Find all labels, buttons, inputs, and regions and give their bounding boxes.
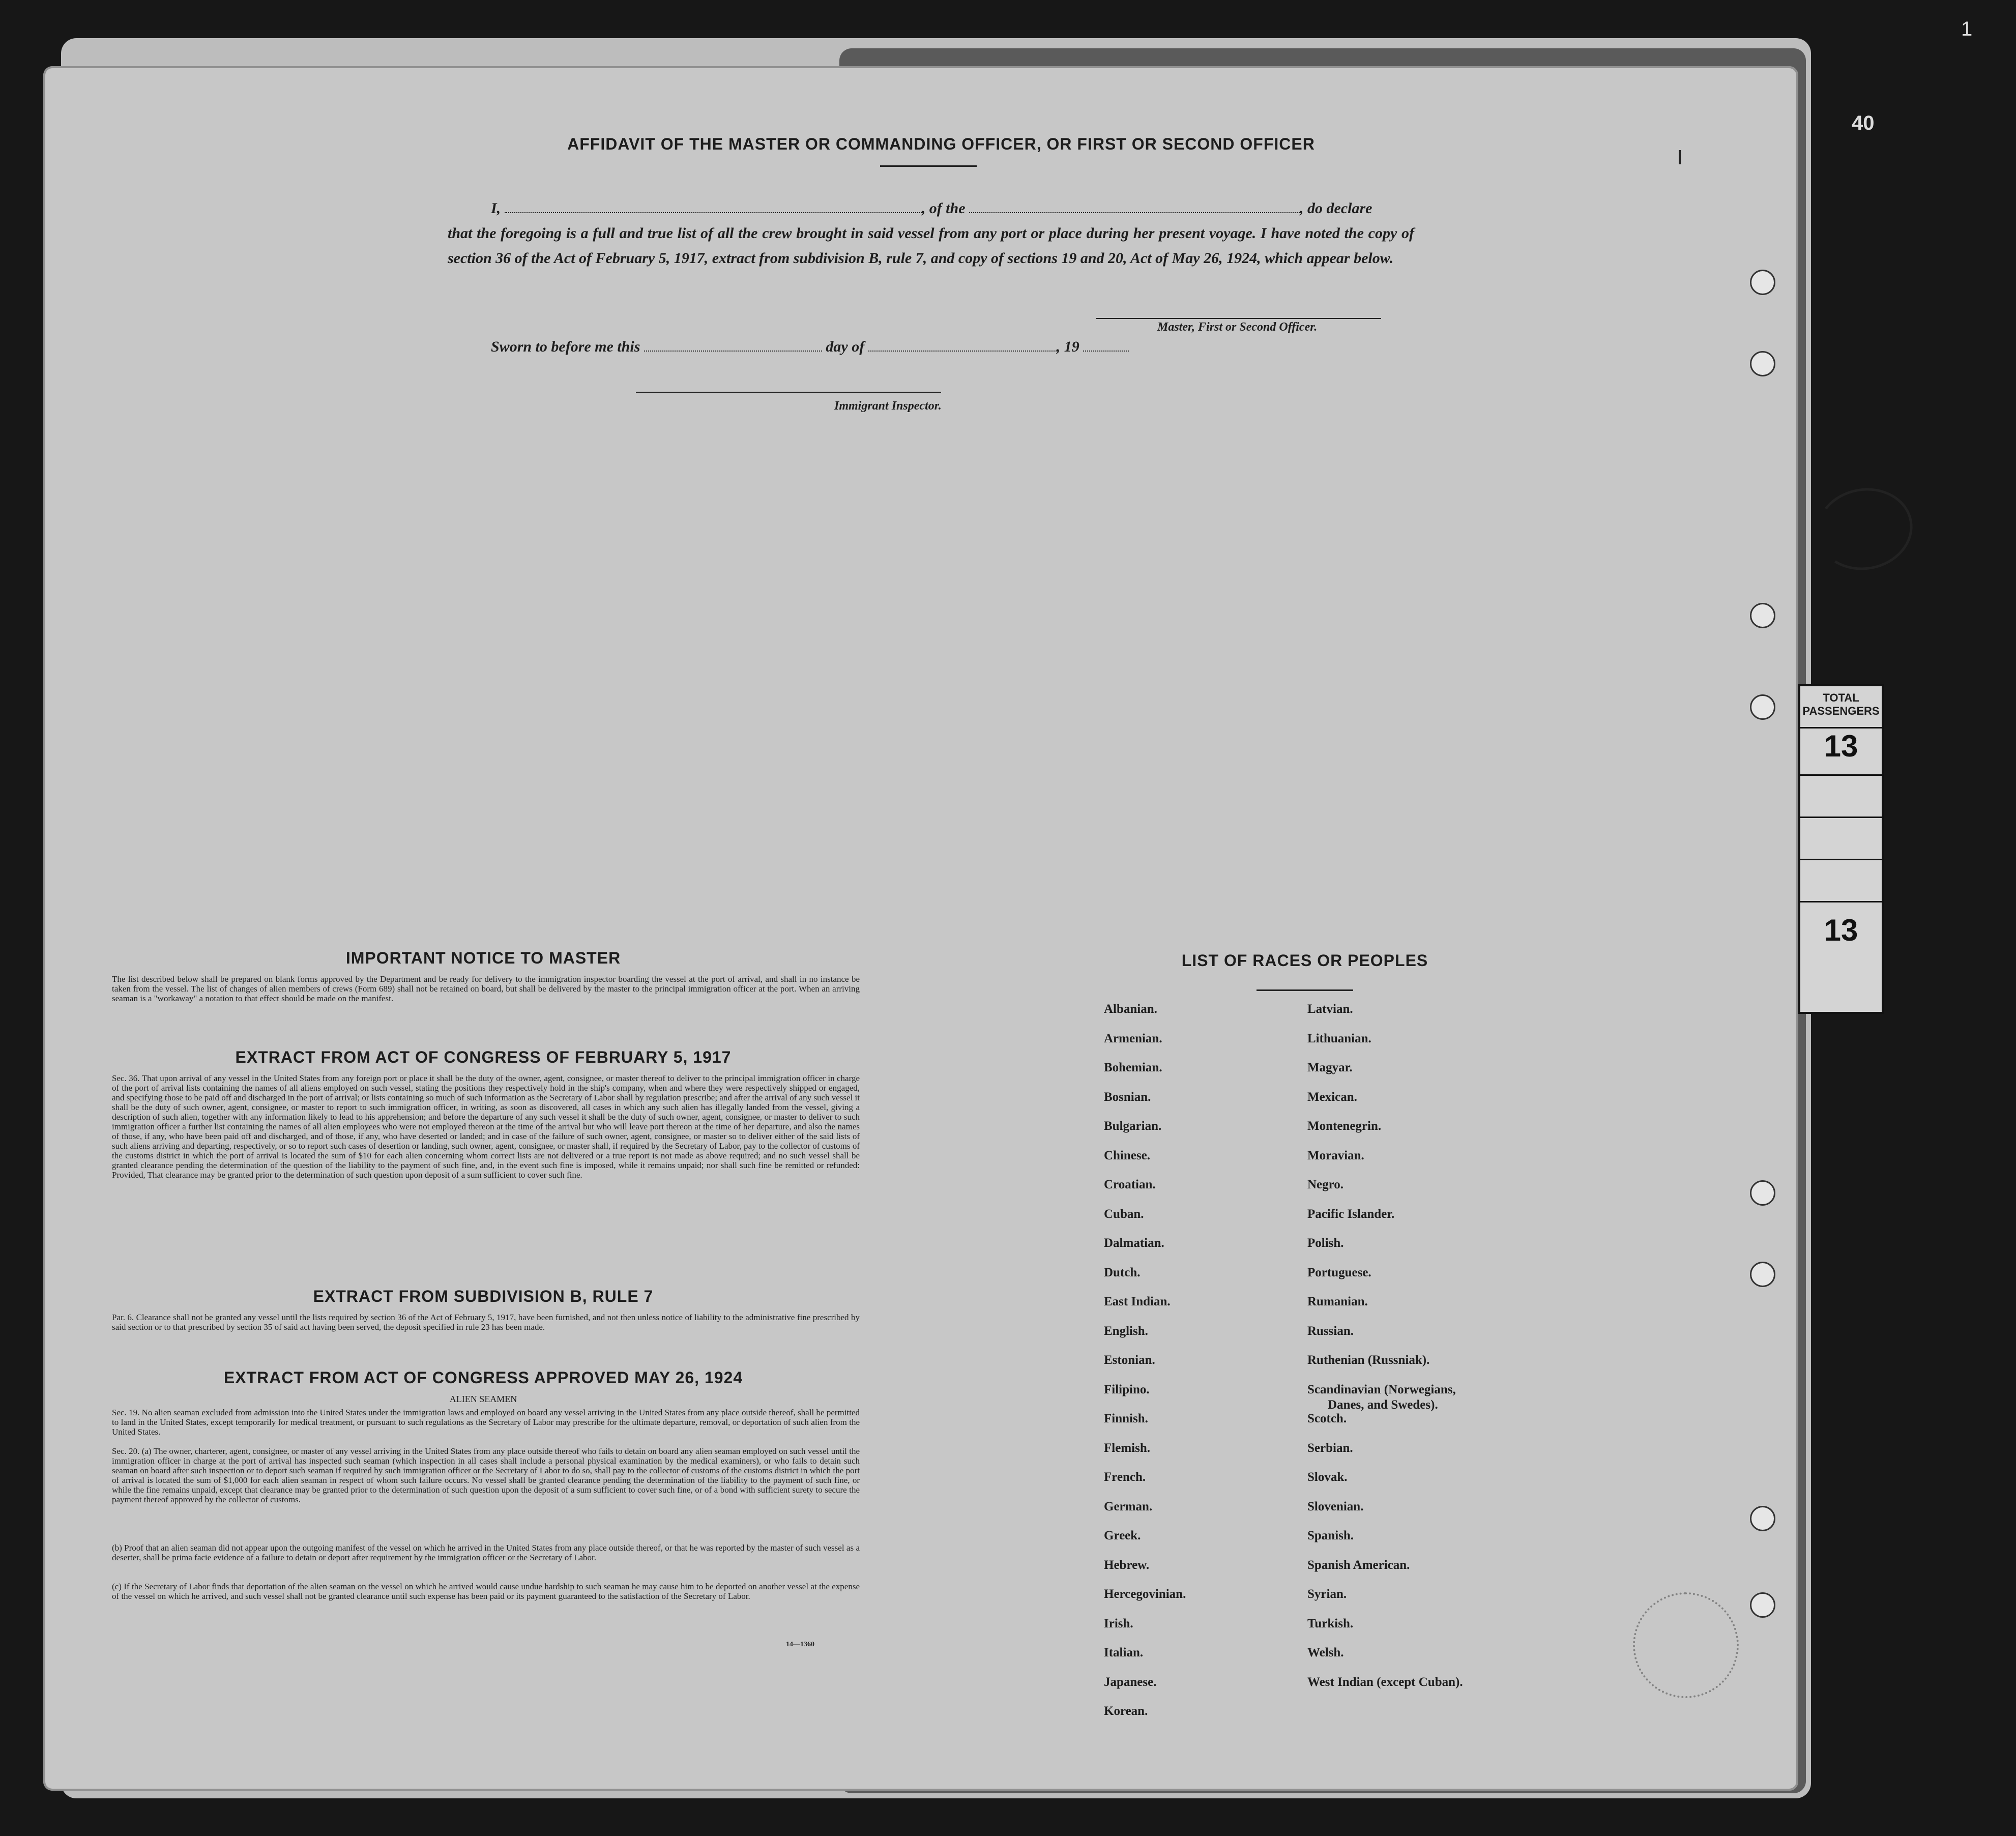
stub-header-line1: TOTAL bbox=[1823, 691, 1859, 704]
stub-row bbox=[1800, 902, 1882, 953]
race-item: Armenian. bbox=[1104, 1031, 1162, 1045]
sworn-day-of: day of bbox=[826, 338, 865, 355]
official-stamp bbox=[1633, 1592, 1739, 1698]
race-item: Serbian. bbox=[1307, 1441, 1353, 1455]
race-item: Latvian. bbox=[1307, 1002, 1353, 1016]
race-item: Welsh. bbox=[1307, 1646, 1344, 1659]
sworn-year: , 19 bbox=[1056, 338, 1079, 355]
race-item: Irish. bbox=[1104, 1616, 1133, 1630]
binder-hole bbox=[1750, 270, 1775, 295]
affidavit-i: I, bbox=[491, 200, 501, 217]
alien-seamen-subheading: ALIEN SEAMEN bbox=[449, 1394, 517, 1404]
master-label: Master, First or Second Officer. bbox=[1157, 320, 1318, 334]
race-item: Moravian. bbox=[1307, 1148, 1364, 1162]
pencil-tick bbox=[1679, 150, 1681, 164]
extract-1917-text: Sec. 36. That upon arrival of any vessel in the United States from any foreign port or place it shall be the duty of the owner, agent, consignee, or master thereof to deliver to the principal immigration officer in charge of the port of arrival lists containing the names of all aliens employed on such vessel, stating the positions they respectively hold in the ship's company, when and where they were respectively shipped or engaged, and specifying those to be paid off and discharged in the port of arrival; or lists containing so much of such information as the Secretary of Labor shall by regulation prescribe; and after the arrival of any such vessel it shall be the duty of such owner, agent, consignee, or master to report to such immigration officer, in writing, as soon as discovered, all cases in which any such alien has illegally landed from the vessel, giving a description of such alien, together with any information likely to lead to his apprehension; and before the departure of any such vessel it shall be the duty of such owner, agent, consignee, or master to deliver to such immigration officer a further list containing the names of all alien employees who were not employed thereon at the time of the arrival but who will leave port thereon at the time of her departure, and also the names of those, if any, who have been paid off and discharged, and of those, if any, who have deserted or landed; and in case of the failure of such owner, agent, consignee, or master so to deliver either of the said lists of such aliens arriving and departing, respectively, or so to report such cases of desertion or landing, such owner, agent, consignee, or master shall, if required by the Secretary of Labor, pay to the collector of customs of the customs district in which the port of arrival is located the sum of $10 for each alien concerning whom correct lists are not delivered or a true report is not made as above required; and no such vessel shall be granted clearance pending the determination of the question of the liability to the payment of such fine, and, in the event such fine is imposed, while it remains unpaid; nor shall such fine be remitted or refunded: Provided, That clearance may be granted prior to the determination of such question upon deposit of a sum sufficient to cover such fine. bbox=[112, 1073, 860, 1180]
race-item: Scandinavian (Norwegians, bbox=[1307, 1382, 1456, 1396]
race-item: Greek. bbox=[1104, 1529, 1141, 1542]
affidavit-body: that the foregoing is a full and true list of all the crew brought in said vessel from any port or place during her present voyage. I have noted the copy of section 36 of the Act of February 5, 1917, extract from subdivision B, rule 7, and copy of sections 19 and 20, Act of May 26, 1924, which appear below. bbox=[448, 225, 1414, 267]
affidavit-of-the: , of the bbox=[921, 200, 966, 217]
sworn-text: Sworn to before me this bbox=[491, 338, 640, 355]
race-item: Dutch. bbox=[1104, 1265, 1141, 1279]
race-item: Chinese. bbox=[1104, 1148, 1150, 1162]
race-item: Spanish. bbox=[1307, 1529, 1354, 1542]
sec19-text: Sec. 19. No alien seaman excluded from admission into the United States under the immigration laws and employed on board any vessel arriving in the United States from any place outside thereof, shall be permitted to land in the United States, except temporarily for medical treatment, or pursuant to such regulations as the Secretary of Labor may prescribe for the ultimate departure, removal, or deportation of such alien from the United States. bbox=[112, 1408, 860, 1437]
sworn-year-blank[interactable] bbox=[1083, 338, 1129, 352]
race-item: Japanese. bbox=[1104, 1675, 1157, 1689]
race-item: Hebrew. bbox=[1104, 1558, 1150, 1572]
race-item: Bosnian. bbox=[1104, 1090, 1151, 1104]
binder-hole bbox=[1750, 603, 1775, 628]
race-item: German. bbox=[1104, 1499, 1153, 1513]
races-heading: LIST OF RACES OR PEOPLES bbox=[1181, 951, 1428, 970]
race-item: Magyar. bbox=[1307, 1061, 1353, 1074]
race-item: Rumanian. bbox=[1307, 1295, 1368, 1308]
binder-hole bbox=[1750, 1506, 1775, 1531]
name-blank[interactable] bbox=[505, 200, 922, 213]
race-item: Slovak. bbox=[1307, 1470, 1348, 1484]
race-item: Hercegovinian. bbox=[1104, 1587, 1186, 1601]
race-item: Filipino. bbox=[1104, 1382, 1150, 1396]
inspector-signature-line[interactable] bbox=[636, 392, 941, 393]
race-item: Scotch. bbox=[1307, 1412, 1347, 1425]
stub-value-2: 13 bbox=[1824, 913, 1858, 947]
sworn-month-blank[interactable] bbox=[868, 338, 1057, 352]
race-item: Italian. bbox=[1104, 1646, 1144, 1659]
race-item: English. bbox=[1104, 1324, 1148, 1338]
stub-header bbox=[1800, 686, 1882, 728]
sec20b-text: (b) Proof that an alien seaman did not appear upon the outgoing manifest of the vessel on which he arrived in the United States from any place outside thereof, or that he was reported by the master of such vessel as a deserter, shall be prima facie evidence of a failure to detain or deport after requirement by the immigration officer or the Secretary of Labor. bbox=[112, 1543, 860, 1562]
race-item: Russian. bbox=[1307, 1324, 1354, 1338]
extract-1924-heading: EXTRACT FROM ACT OF CONGRESS APPROVED MAY 26, 1924 bbox=[223, 1368, 743, 1387]
document-page bbox=[43, 66, 1798, 1791]
affidavit-text bbox=[448, 196, 1414, 271]
race-item: French. bbox=[1104, 1470, 1146, 1484]
race-item: Slovenian. bbox=[1307, 1499, 1364, 1513]
races-rule bbox=[1257, 989, 1353, 991]
race-item: Albanian. bbox=[1104, 1002, 1157, 1016]
stub-row bbox=[1800, 818, 1882, 860]
race-item: East Indian. bbox=[1104, 1295, 1171, 1308]
corner-mark: 1 bbox=[1961, 18, 1973, 40]
race-item: Lithuanian. bbox=[1307, 1031, 1371, 1045]
race-item: Ruthenian (Russniak). bbox=[1307, 1353, 1430, 1367]
binder-hole bbox=[1750, 694, 1775, 720]
race-item: Mexican. bbox=[1307, 1090, 1357, 1104]
race-item: Croatian. bbox=[1104, 1178, 1156, 1191]
race-item: Negro. bbox=[1307, 1178, 1344, 1191]
notice-text: The list described below shall be prepared on blank forms approved by the Department and be ready for delivery to the immigration inspector boarding the vessel at the port of arrival, and shall in no instance be taken from the vessel. The list of changes of alien members of crews (Form 689) shall not be retained on board, but shall be delivered by the master to the principal immigration officer at the port. When an arriving seaman is a "workaway" a notation to that effect should be made on the manifest. bbox=[112, 974, 860, 1003]
rule7-text: Par. 6. Clearance shall not be granted any vessel until the lists required by section 36 of the Act of February 5, 1917, have been furnished, and not then unless notice of liability to the administrative fine prescribed by said section or to that prescribed by section 35 of said act having been served, the deposit specified in rule 23 has been made. bbox=[112, 1313, 860, 1332]
stub-row bbox=[1800, 860, 1882, 902]
rule7-heading: EXTRACT FROM SUBDIVISION B, RULE 7 bbox=[313, 1287, 654, 1305]
binder-hole bbox=[1750, 351, 1775, 376]
race-item: Polish. bbox=[1307, 1236, 1344, 1250]
race-item: Estonian. bbox=[1104, 1353, 1155, 1367]
page-number: 40 bbox=[1852, 112, 1875, 134]
race-item: Flemish. bbox=[1104, 1441, 1150, 1455]
affidavit-declare: , do declare bbox=[1300, 200, 1372, 217]
sec20a-text: Sec. 20. (a) The owner, charterer, agent, consignee, or master of any vessel arriving in the United States from any place outside thereof who fails to detain on board any alien seaman employed on such vessel until the immigration officer in charge at the port of arrival has inspected such seaman (which inspection in all cases shall include a personal physical examination by the medical examiners), or who fails to detain such seaman on board after such inspection or to deport such seaman if required by such immigration officer or the Secretary of Labor to do so, shall pay to the collector of customs of the customs district in which the port of arrival is located the sum of $1,000 for each alien seaman in respect of whom such failure occurs. No vessel shall be granted clearance pending the determination of the liability to the payment of such fine, or while the fine remains unpaid, except that clearance may be granted prior to the determination of such question upon the deposit of a sum sufficient to cover such fine, or of a bond with sufficient surety to secure the payment thereof approved by the collector of customs. bbox=[112, 1446, 860, 1504]
vessel-blank[interactable] bbox=[969, 200, 1300, 213]
sec20c-text: (c) If the Secretary of Labor finds that deportation of the alien seaman on the vessel on which he arrived would cause undue hardship to such seaman he may cause him to be deported on another vessel at the expense of the vessel on which he arrived, and such vessel shall not be granted clearance until such expense has been paid or its payment guaranteed to the satisfaction of the Secretary of Labor. bbox=[112, 1582, 860, 1601]
race-item: West Indian (except Cuban). bbox=[1307, 1675, 1463, 1689]
binder-hole bbox=[1750, 1262, 1775, 1287]
race-item: Pacific Islander. bbox=[1307, 1207, 1395, 1221]
race-item: Bulgarian. bbox=[1104, 1119, 1162, 1133]
stub-header-line2: PASSENGERS bbox=[1802, 705, 1880, 717]
race-item: Finnish. bbox=[1104, 1412, 1148, 1425]
affidavit-line1 bbox=[448, 196, 1414, 221]
sworn-line bbox=[491, 338, 1129, 356]
handwritten-zero bbox=[1810, 481, 1919, 578]
notice-heading: IMPORTANT NOTICE TO MASTER bbox=[345, 949, 621, 967]
stub-row bbox=[1800, 776, 1882, 818]
sworn-day-blank[interactable] bbox=[644, 338, 822, 352]
race-item: Bohemian. bbox=[1104, 1061, 1162, 1074]
race-item: Syrian. bbox=[1307, 1587, 1347, 1601]
stub-row bbox=[1800, 728, 1882, 776]
title-rule bbox=[880, 165, 977, 167]
race-item: Montenegrin. bbox=[1307, 1119, 1382, 1133]
race-item: Korean. bbox=[1104, 1704, 1148, 1718]
race-item: Danes, and Swedes). bbox=[1328, 1397, 1438, 1412]
race-item: Portuguese. bbox=[1307, 1265, 1371, 1279]
inspector-label: Immigrant Inspector. bbox=[834, 399, 942, 413]
binder-hole bbox=[1750, 1180, 1775, 1206]
race-item: Turkish. bbox=[1307, 1616, 1354, 1630]
master-signature-line[interactable] bbox=[1096, 318, 1381, 319]
binder-hole bbox=[1750, 1592, 1775, 1618]
passenger-total-stub bbox=[1798, 684, 1884, 1014]
stub-value-1: 13 bbox=[1824, 729, 1858, 763]
extract-1917-heading: EXTRACT FROM ACT OF CONGRESS OF FEBRUARY 5, 1917 bbox=[235, 1048, 732, 1066]
race-item: Dalmatian. bbox=[1104, 1236, 1164, 1250]
race-item: Spanish American. bbox=[1307, 1558, 1410, 1572]
affidavit-title: AFFIDAVIT OF THE MASTER OR COMMANDING OFFICER, OR FIRST OR SECOND OFFICER bbox=[567, 135, 1315, 153]
form-code: 14—1360 bbox=[786, 1641, 814, 1648]
race-item: Cuban. bbox=[1104, 1207, 1144, 1221]
